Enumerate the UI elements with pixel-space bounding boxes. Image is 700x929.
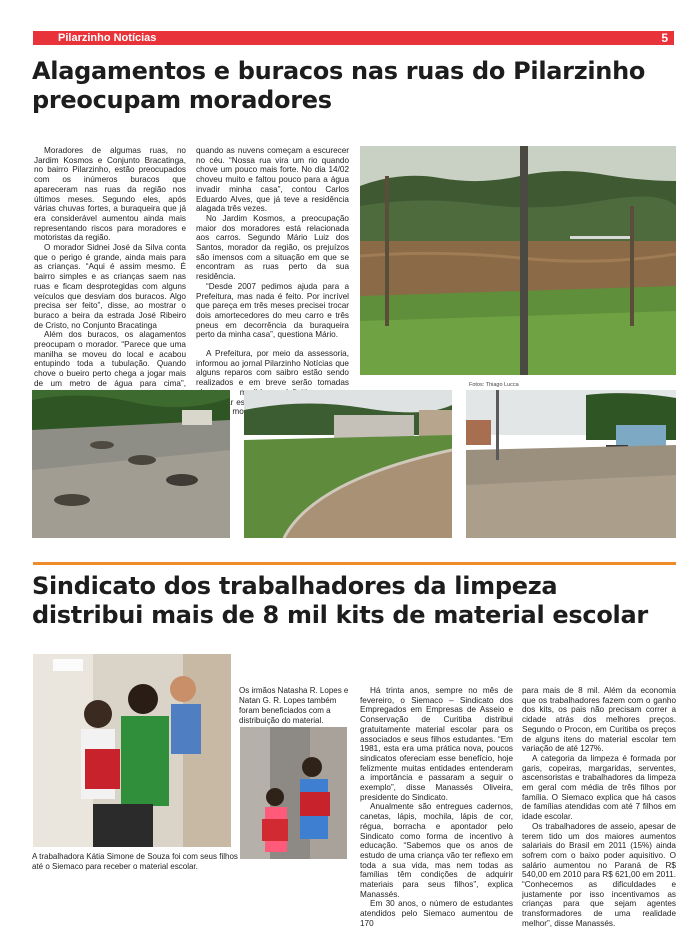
article2-col1-p3: Em 30 anos, o número de estudantes atendidos pelo Siemaco aumentou de 170 bbox=[360, 899, 513, 928]
page-number: 5 bbox=[661, 31, 668, 45]
flood-photo bbox=[360, 146, 676, 375]
section-title: Pilarzinho Notícias bbox=[58, 32, 157, 44]
article1-col2-p4: A Prefeitura, por meio da assessoria, informou ao jornal Pilarzinho Notícias que alguns reparos com saibro estão sendo realizados e em breve serão tomadas bbox=[196, 349, 349, 388]
article1-col1 bbox=[34, 146, 186, 408]
article2-col2 bbox=[522, 686, 676, 929]
street-curb-photo bbox=[244, 390, 452, 538]
siblings-photo-caption: Os irmãos Natasha R. Lopes e Natan G. R. Lopes também foram beneficiados com a distribuição do material. bbox=[239, 686, 349, 725]
article1-col1-p2: O morador Sidnei José da Silva conta que o perigo é grande, ainda mais para as crianças. “Aqui é assim mesmo. É bairro simples e as crianças saem nas ruas e ficam desprotegidas com alguns veículos que desviam dos buracos. Algo precisa ser feito”, disse, ao mostrar o buraco a beira da estrada José Ribeiro de Cristo, no Conjunto Bracatinga bbox=[34, 243, 186, 330]
street-car-photo bbox=[466, 390, 676, 538]
article1-headline: Alagamentos e buracos nas ruas do Pilarzinho preocupam moradores bbox=[32, 57, 646, 114]
photo-credit: Fotos: Thiago Lucca bbox=[469, 382, 519, 388]
article2-col2-p2: A categoria da limpeza é formada por garis, copeiras, margaridas, serventes, ascensoristas e trabalhadores da limpeza em geral com média de três filhos por família. O Siemaco explica que há casos de famílias atendidas com até 7 filhos em idade escolar. bbox=[522, 753, 676, 822]
article2-col1 bbox=[360, 686, 513, 929]
pothole-photo bbox=[32, 390, 230, 538]
section-divider bbox=[33, 562, 676, 565]
article1-col2-p3: “Desde 2007 pedimos ajuda para a Prefeitura, mas nada é feito. Por incrível que pareça em três meses precisei trocar dois amortecedores do meu carro e três pneus em decorrência da buraqueira perto da minha casa”, questiona Mário. bbox=[196, 281, 349, 340]
siblings-photo bbox=[240, 727, 347, 859]
family-photo-caption: A trabalhadora Kátia Simone de Souza foi com seus filhos até o Siemaco para receber o material escolar. bbox=[32, 852, 238, 871]
article1-col2-p1: quando as nuvens começam a escurecer no céu. “Nossa rua vira um rio quando chove um pouco mais forte. No dia 14/02 choveu muito e faltou pouco para a água invadir minha casa”, contou Carlos Eduardo Alves, que já teve a residência alagada três vezes. bbox=[196, 146, 349, 214]
article2-col1-p1: Há trinta anos, sempre no mês de fevereiro, o Siemaco – Sindicato dos Empregados em Empresas de Asseio e Conservação de Curitiba distribui gratuitamente material escolar para os associados e seus filhos estudantes. “Em 1981, esta era uma prática nova, poucos sindicatos ofereciam esse benefício, hoje felizmente muitas entidades entenderam a importância e passaram a seguir o exemplo”, disse Manassés Oliveira, presidente do Sindicato. bbox=[360, 686, 513, 802]
family-photo bbox=[33, 654, 231, 847]
article2-col2-p1: para mais de 8 mil. Além da economia que os trabalhadores fazem com o ganho dos kits, os pais não precisam correr a cidade atrás dos melhores preços. Segundo o Procon, em Curitiba os preços de alguns itens do material escolar tem variação de até 127%. bbox=[522, 686, 676, 754]
article2-col1-p2: Anualmente são entregues cadernos, canetas, lápis, mochila, lápis de cor, régua, borracha e apontador pelo Sindicato como forma de incentivo à educação. “Sabemos que os anos de estudo de uma criança vão ter reflexo em toda a sua vida, mas nem todas as famílias têm condições de adquirir materiais para seus filhos”, explica Manassés. bbox=[360, 802, 513, 899]
article2-headline: Sindicato dos trabalhadores da limpeza distribui mais de 8 mil kits de material escolar bbox=[32, 572, 648, 629]
article2-col2-p3: Os trabalhadores de asseio, apesar de terem tido um dos maiores aumentos salariais do Brasil em 2011 (15%) ainda sofrem com o baixo poder aquisitivo. O salário aumentou no Paraná de R$ 540,00 em 2010 para R$ 621,00 em 2011. “Conhecemos as dificuldades e justamente por isso incentivamos as crianças para que sejam agentes transformadores de uma realidade melhor”, disse Manassés. bbox=[522, 821, 676, 928]
article1-col2 bbox=[196, 146, 349, 417]
article1-col1-p1: Moradores de algumas ruas, no Jardim Kosmos e Conjunto Bracatinga, no bairro Pilarzinho, estão preocupados com os inúmeros buracos que apareceram nas ruas da região nos últimos meses. Segundo eles, após várias chuvas fortes, a buraqueira que já era considerável aumentou ainda mais representando riscos para moradores e motoristas da região. bbox=[34, 146, 186, 243]
article1-col1-p3: Além dos buracos, os alagamentos preocupam o morador. “Parece que uma manilha se moveu do local e acabou entupindo toda a tubulação. Quando chove o bueiro perto chega a jogar mais de um metro de água para cima”, bbox=[34, 330, 186, 388]
article1-col2-p2: No Jardim Kosmos, a preocupação maior dos moradores está relacionada aos carros. Segundo Mário Luiz dos Santos, morador da região, os prejuízos são imensos com a situação em que se encontram as ruas perto da sua residência. bbox=[196, 213, 349, 282]
